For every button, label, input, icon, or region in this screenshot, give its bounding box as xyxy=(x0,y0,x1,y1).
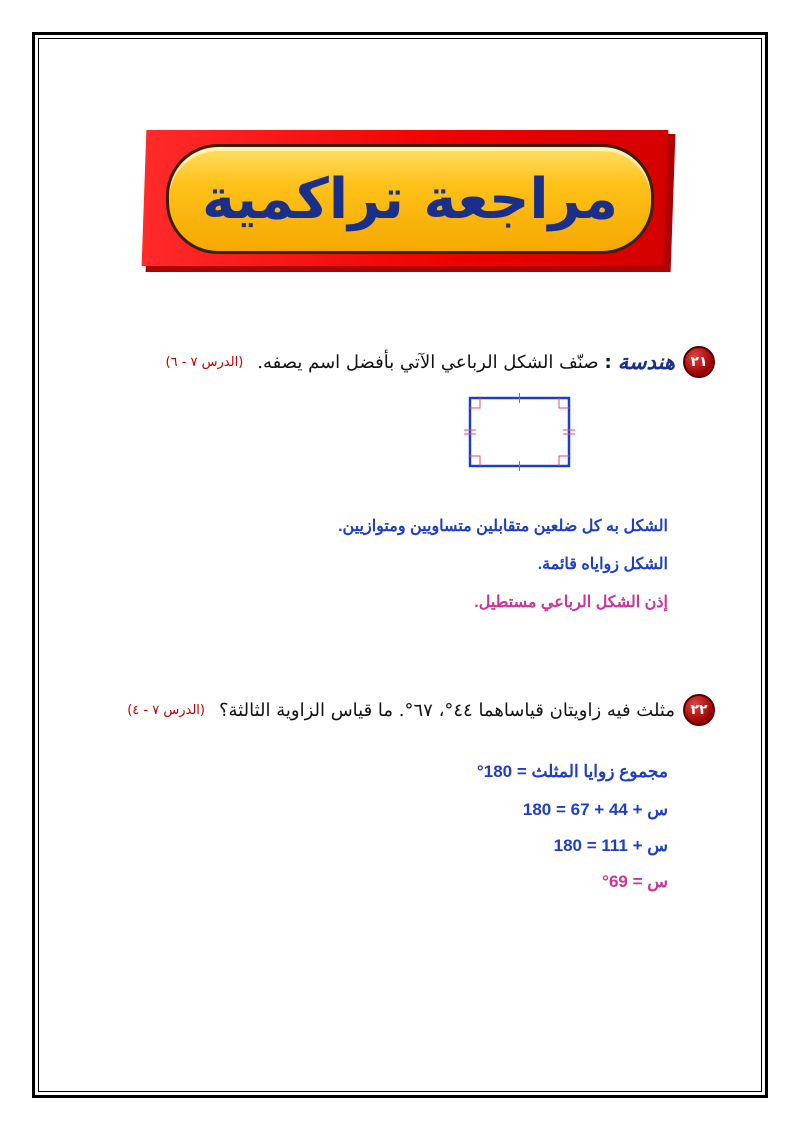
equation-line: س + 111 = 180 xyxy=(553,836,668,855)
problem-number-badge: ٢٢ xyxy=(683,694,715,726)
problem-question: مثلث فيه زاويتان قياساهما ٤٤°، ٦٧°. ما قياس الزاوية الثالثة؟ xyxy=(218,699,675,721)
problem-keyword: هندسة xyxy=(617,350,675,374)
lesson-reference: (الدرس ٧ - ٤) xyxy=(127,702,205,718)
problem-question: صنّف الشكل الرباعي الآتي بأفضل اسم يصفه. xyxy=(257,351,599,373)
equation-line: س + 44 + 67 = 180 xyxy=(522,800,668,819)
keyword-colon: : xyxy=(604,351,612,373)
title-banner xyxy=(140,128,675,278)
problem-22 xyxy=(110,694,715,726)
equation-result: س = 69° xyxy=(602,872,668,891)
rectangle-figure xyxy=(462,392,578,472)
page-title: مراجعة تراكمية xyxy=(201,166,619,232)
problem-number-badge: ٢١ xyxy=(683,346,715,378)
answer-conclusion: إذن الشكل الرباعي مستطيل. xyxy=(474,594,668,611)
equation-line: مجموع زوايا المثلث = 180° xyxy=(476,762,668,781)
answer-line: الشكل به كل ضلعين متقابلين متساويين ومتوازيين. xyxy=(338,518,668,535)
problem-21 xyxy=(110,346,715,378)
lesson-reference: (الدرس ٧ - ٦) xyxy=(165,354,244,370)
answer-line: الشكل زواياه قائمة. xyxy=(537,556,668,573)
